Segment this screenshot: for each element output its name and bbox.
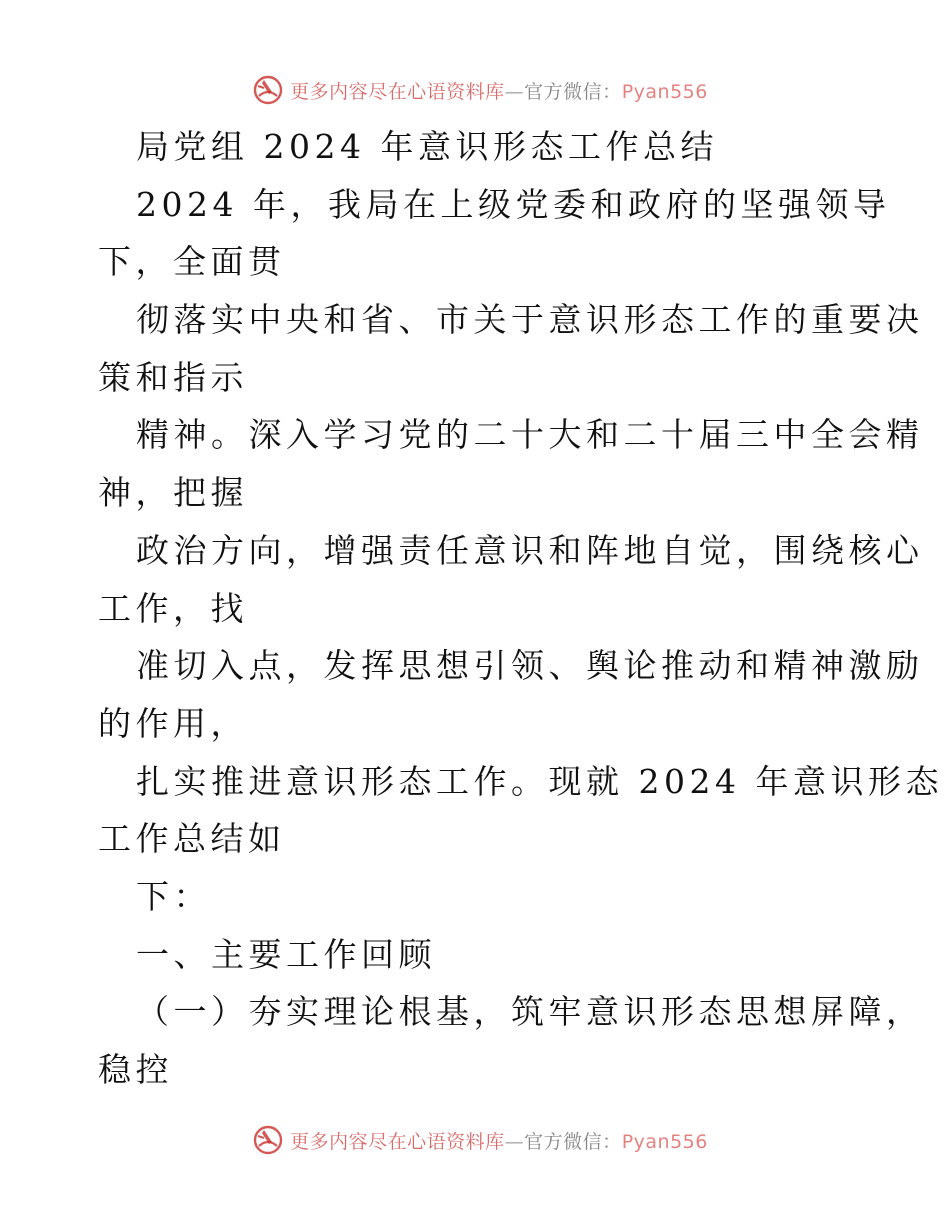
- text-line: 工作，找: [98, 588, 248, 628]
- text-line: 神，把握: [98, 473, 248, 513]
- text-line: 彻落实中央和省、市关于意识形态工作的重要决: [136, 300, 924, 340]
- text-line: 策和指示: [98, 357, 248, 397]
- text-line: 2024 年，我局在上级党委和政府的坚强领导: [136, 184, 891, 224]
- text-line: 下，全面贯: [98, 242, 286, 282]
- watermark-wechat-id: Pyan556: [621, 1130, 708, 1153]
- document-body: [98, 118, 943, 1099]
- text-line: 的作用，: [98, 703, 248, 743]
- watermark-text: [290, 1127, 708, 1154]
- pen-book-logo-icon: [252, 74, 284, 106]
- pen-book-logo-icon: [252, 1124, 284, 1156]
- text-line: 精神。深入学习党的二十大和二十届三中全会精: [136, 415, 924, 455]
- watermark-brand: 更多内容尽在心语资料库: [290, 1130, 505, 1153]
- watermark-banner-bottom: [0, 1120, 950, 1160]
- watermark-separator: —: [504, 1130, 525, 1153]
- text-line: 工作总结如: [98, 819, 286, 859]
- text-line: 政治方向，增强责任意识和阵地自觉，围绕核心: [136, 530, 924, 570]
- watermark-content: [252, 74, 708, 106]
- watermark-wechat-label: 官方微信：: [524, 1130, 622, 1153]
- watermark-wechat-id: Pyan556: [621, 80, 708, 103]
- watermark-brand: 更多内容尽在心语资料库: [290, 80, 505, 103]
- text-line: 准切入点，发挥思想引领、舆论推动和精神激励: [136, 646, 924, 686]
- watermark-separator: —: [504, 80, 525, 103]
- subsection-heading: （一）夯实理论根基，筑牢意识形态思想屏障，: [136, 992, 924, 1032]
- watermark-wechat-label: 官方微信：: [524, 80, 622, 103]
- section-heading: 一、主要工作回顾: [136, 934, 436, 974]
- watermark-text: [290, 77, 708, 104]
- watermark-banner-top: [0, 70, 950, 110]
- watermark-content: [252, 1124, 708, 1156]
- document-title: 局党组 2024 年意识形态工作总结: [136, 127, 718, 166]
- text-line: 下：: [136, 876, 211, 916]
- text-line: 稳控: [98, 1050, 173, 1089]
- text-line: 扎实推进意识形态工作。现就 2024 年意识形态: [136, 761, 943, 801]
